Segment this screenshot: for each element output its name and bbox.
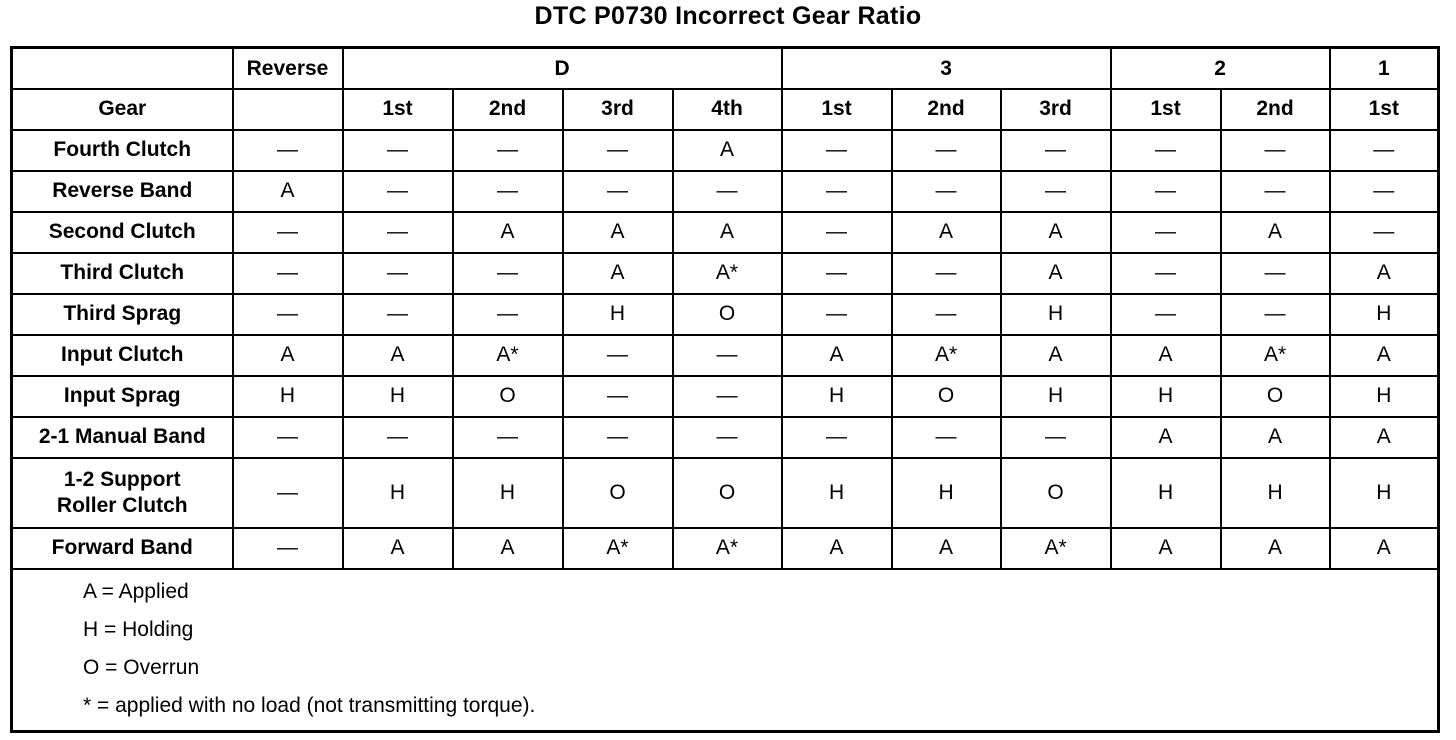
state-cell: H — [1330, 458, 1439, 528]
state-cell: — — [563, 130, 673, 171]
table-row — [12, 458, 1439, 528]
state-cell: — — [782, 294, 892, 335]
state-cell: — — [343, 130, 453, 171]
legend-no-load: * = applied with no load (not transmitting torque). — [83, 693, 536, 717]
state-cell: A — [1330, 528, 1439, 569]
gear-header-cell: 1st — [1330, 89, 1439, 130]
state-cell: — — [892, 171, 1001, 212]
state-cell: — — [343, 253, 453, 294]
table-row — [12, 528, 1439, 569]
state-cell: A — [343, 335, 453, 376]
gear-header-cell — [233, 89, 343, 130]
state-cell: — — [1330, 130, 1439, 171]
state-cell: — — [1221, 253, 1330, 294]
state-cell: — — [563, 417, 673, 458]
state-cell: — — [563, 171, 673, 212]
component-label: Input Sprag — [12, 376, 233, 417]
state-cell: H — [1001, 294, 1111, 335]
state-cell: — — [782, 130, 892, 171]
gear-header-cell: 3rd — [563, 89, 673, 130]
state-cell: — — [673, 376, 782, 417]
state-cell: — — [673, 335, 782, 376]
state-cell: A — [892, 528, 1001, 569]
state-cell: — — [343, 417, 453, 458]
state-cell: H — [782, 458, 892, 528]
state-cell: A — [1221, 212, 1330, 253]
state-cell: — — [343, 171, 453, 212]
page-title: DTC P0730 Incorrect Gear Ratio — [534, 2, 922, 30]
state-cell: — — [673, 417, 782, 458]
state-cell: A — [453, 212, 563, 253]
state-cell: — — [1001, 417, 1111, 458]
state-cell: H — [1221, 458, 1330, 528]
legend — [12, 569, 1439, 732]
state-cell: H — [453, 458, 563, 528]
state-cell: O — [1001, 458, 1111, 528]
gear-header-cell: 2nd — [1221, 89, 1330, 130]
state-cell: A — [782, 528, 892, 569]
state-cell: H — [233, 376, 343, 417]
state-cell: A — [563, 212, 673, 253]
gear-header-cell: 1st — [343, 89, 453, 130]
state-cell: — — [563, 376, 673, 417]
state-cell: — — [892, 130, 1001, 171]
state-cell: A — [1111, 417, 1221, 458]
gear-ratio-table — [10, 46, 1440, 733]
legend-overrun: O = Overrun — [83, 655, 200, 679]
state-cell: A — [563, 253, 673, 294]
state-cell: — — [343, 294, 453, 335]
state-cell: — — [1111, 130, 1221, 171]
state-cell: A* — [1221, 335, 1330, 376]
component-label — [12, 458, 233, 528]
state-cell: — — [233, 294, 343, 335]
gear-header-cell: 1st — [1111, 89, 1221, 130]
state-cell: A — [1330, 253, 1439, 294]
state-cell: A — [1111, 335, 1221, 376]
table-row — [12, 376, 1439, 417]
component-label: 2-1 Manual Band — [12, 417, 233, 458]
state-cell: — — [453, 294, 563, 335]
range-header-3: 3 — [782, 48, 1111, 89]
state-cell: — — [892, 253, 1001, 294]
state-cell: — — [892, 294, 1001, 335]
table-row — [12, 253, 1439, 294]
state-cell: — — [563, 335, 673, 376]
range-header-reverse: Reverse — [233, 48, 343, 89]
state-cell: H — [563, 294, 673, 335]
state-cell: O — [892, 376, 1001, 417]
state-cell: A* — [892, 335, 1001, 376]
legend-applied: A = Applied — [83, 579, 189, 603]
state-cell: A — [1221, 528, 1330, 569]
component-label: Second Clutch — [12, 212, 233, 253]
state-cell: — — [673, 171, 782, 212]
legend-holding: H = Holding — [83, 617, 194, 641]
state-cell: — — [782, 417, 892, 458]
state-cell: O — [1221, 376, 1330, 417]
range-header-empty — [12, 48, 233, 89]
state-cell: H — [343, 458, 453, 528]
table-row — [12, 294, 1439, 335]
state-cell: — — [453, 130, 563, 171]
gear-header-cell: 2nd — [892, 89, 1001, 130]
range-header-1: 1 — [1330, 48, 1439, 89]
state-cell: O — [563, 458, 673, 528]
state-cell: A* — [563, 528, 673, 569]
state-cell: A — [673, 212, 782, 253]
state-cell: H — [1330, 376, 1439, 417]
component-label: Third Sprag — [12, 294, 233, 335]
state-cell: — — [1221, 294, 1330, 335]
state-cell: H — [343, 376, 453, 417]
state-cell: A — [233, 171, 343, 212]
state-cell: — — [233, 417, 343, 458]
component-label: Reverse Band — [12, 171, 233, 212]
component-label: Fourth Clutch — [12, 130, 233, 171]
state-cell: A* — [673, 253, 782, 294]
table-row — [12, 335, 1439, 376]
component-label-line: Roller Clutch — [56, 493, 188, 517]
state-cell: — — [1330, 171, 1439, 212]
gear-header-cell: 3rd — [1001, 89, 1111, 130]
state-cell: — — [1111, 294, 1221, 335]
state-cell: A — [673, 130, 782, 171]
gear-header-label: Gear — [12, 89, 233, 130]
state-cell: — — [1001, 171, 1111, 212]
state-cell: — — [233, 130, 343, 171]
gear-header-cell: 1st — [782, 89, 892, 130]
state-cell: H — [1330, 294, 1439, 335]
state-cell: — — [782, 253, 892, 294]
range-header-d: D — [343, 48, 782, 89]
state-cell: — — [1111, 253, 1221, 294]
gear-header-row — [12, 89, 1439, 130]
state-cell: A — [892, 212, 1001, 253]
state-cell: — — [1111, 212, 1221, 253]
state-cell: A — [1001, 253, 1111, 294]
state-cell: A — [1001, 212, 1111, 253]
range-header-2: 2 — [1111, 48, 1330, 89]
table-row — [12, 417, 1439, 458]
state-cell: — — [1001, 130, 1111, 171]
state-cell: — — [1330, 212, 1439, 253]
state-cell: A — [1330, 335, 1439, 376]
state-cell: A — [453, 528, 563, 569]
state-cell: — — [233, 253, 343, 294]
state-cell: — — [1111, 171, 1221, 212]
state-cell: — — [1221, 171, 1330, 212]
state-cell: A — [343, 528, 453, 569]
component-label: Input Clutch — [12, 335, 233, 376]
state-cell: A — [782, 335, 892, 376]
range-header-row — [12, 48, 1439, 89]
legend-row — [12, 569, 1439, 732]
state-cell: O — [673, 458, 782, 528]
state-cell: — — [233, 458, 343, 528]
component-label: Forward Band — [12, 528, 233, 569]
component-label-line: 1-2 Support — [63, 468, 181, 492]
state-cell: A — [1330, 417, 1439, 458]
state-cell: — — [453, 253, 563, 294]
table-row — [12, 171, 1439, 212]
state-cell: H — [1111, 376, 1221, 417]
state-cell: — — [892, 417, 1001, 458]
state-cell: A — [1221, 417, 1330, 458]
state-cell: A — [233, 335, 343, 376]
gear-header-cell: 2nd — [453, 89, 563, 130]
state-cell: — — [233, 528, 343, 569]
state-cell: H — [1111, 458, 1221, 528]
state-cell: H — [892, 458, 1001, 528]
state-cell: — — [1221, 130, 1330, 171]
table-row — [12, 130, 1439, 171]
state-cell: O — [453, 376, 563, 417]
state-cell: H — [1001, 376, 1111, 417]
state-cell: — — [343, 212, 453, 253]
state-cell: A* — [453, 335, 563, 376]
state-cell: — — [782, 212, 892, 253]
state-cell: A* — [1001, 528, 1111, 569]
state-cell: O — [673, 294, 782, 335]
component-label: Third Clutch — [12, 253, 233, 294]
state-cell: — — [233, 212, 343, 253]
state-cell: A — [1111, 528, 1221, 569]
state-cell: A — [1001, 335, 1111, 376]
state-cell: H — [782, 376, 892, 417]
state-cell: — — [782, 171, 892, 212]
gear-header-cell: 4th — [673, 89, 782, 130]
state-cell: A* — [673, 528, 782, 569]
state-cell: — — [453, 417, 563, 458]
state-cell: — — [453, 171, 563, 212]
table-row — [12, 212, 1439, 253]
